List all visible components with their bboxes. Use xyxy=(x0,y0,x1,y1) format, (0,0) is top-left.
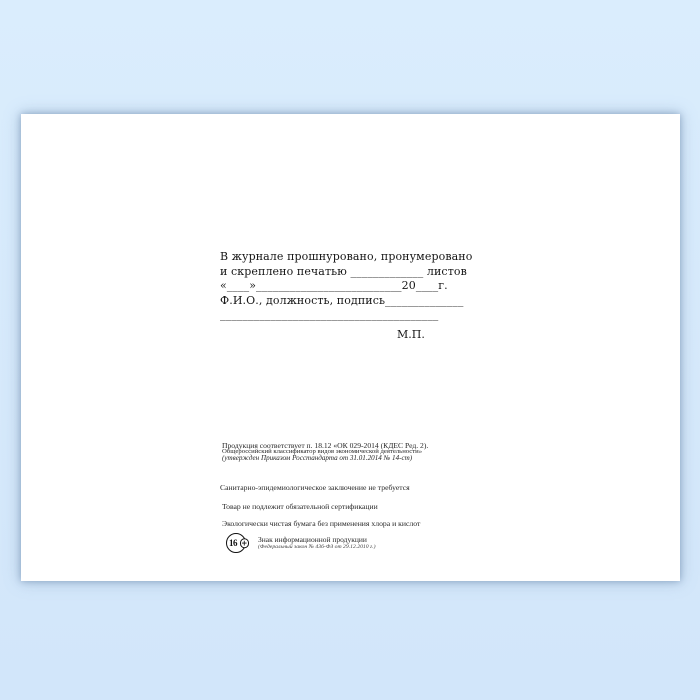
binding-line-5-blank: _______________________________________ xyxy=(220,308,439,321)
information-product-label: Знак информационной продукции xyxy=(258,535,367,544)
compliance-line-2: Общероссийский классификатор видов экономической деятельности» xyxy=(222,448,423,455)
certification-statement: Товар не подлежит обязательной сертификации xyxy=(222,502,378,511)
binding-certification-block xyxy=(220,250,473,323)
binding-line-4-signature: Ф.И.О., должность, подпись______________ xyxy=(220,293,464,307)
age-rating-number: 16 xyxy=(229,538,237,548)
federal-law-note: (Федеральный закон № 436-ФЗ от 29.12.2010 г.) xyxy=(258,544,376,550)
compliance-line-1: Продукция соответствует п. 18.12 «ОК 029-2014 (КДЕС Ред. 2). xyxy=(222,441,429,450)
eco-paper-statement: Экологически чистая бумага без применения хлора и кислот xyxy=(222,519,421,528)
age-rating-plus-icon: + xyxy=(241,538,248,548)
sanitary-statement: Санитарно-эпидемиологическое заключение не требуется xyxy=(220,483,410,492)
binding-line-3-date: «____»__________________________20____г. xyxy=(220,279,448,292)
binding-line-2: и скреплено печатью _____________ листов xyxy=(220,264,467,278)
journal-back-page xyxy=(21,114,680,581)
binding-line-1: В журнале прошнуровано, пронумеровано xyxy=(220,250,473,263)
stamp-place-label: М.П. xyxy=(397,328,425,341)
age-rating-16plus-icon xyxy=(226,533,246,553)
compliance-line-3: (утвержден Приказом Росстандарта от 31.01.2014 № 14-ст) xyxy=(222,453,413,462)
